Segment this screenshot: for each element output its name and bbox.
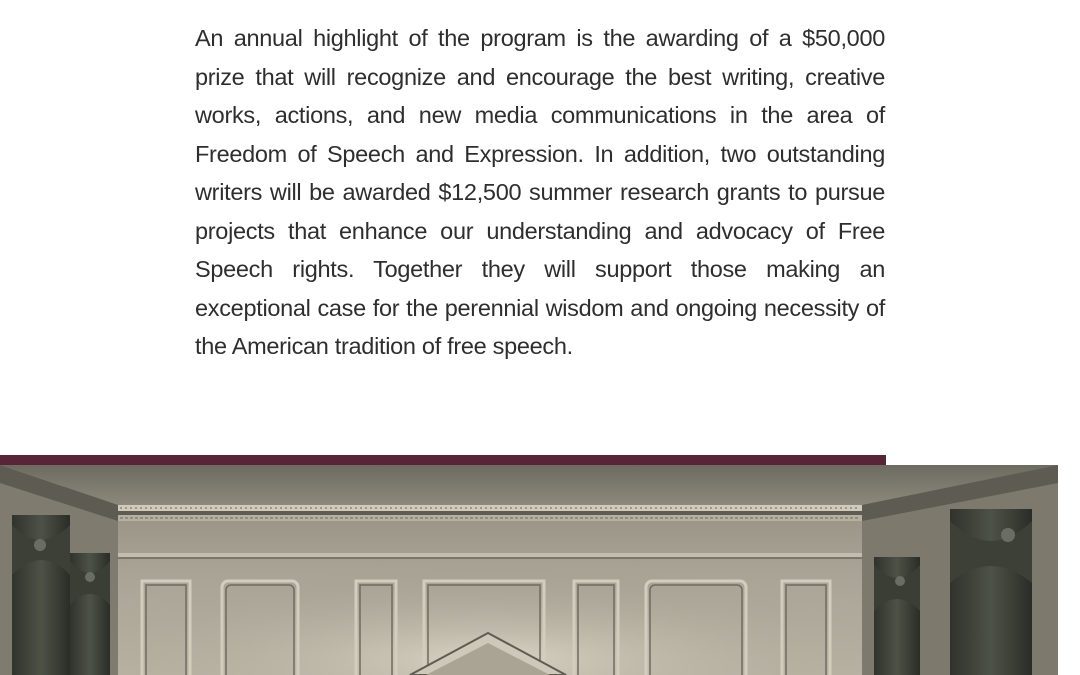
program-description-paragraph: An annual highlight of the program is the awarding of a $50,000 prize that will recognize and encourage the best writing, creative works, actions, and new media communications in the area of Freedom of Speech and Expression. In addition, two outstanding writers will be awarded $12,500 summer research grants to pursue projects that enhance our understanding and advocacy of Free Speech rights. Together they will support those making an exceptional case for the perennial wisdom and ongoing necessity of the American tradition of free speech. [195,25,885,359]
section-accent-bar [0,455,886,465]
historic-assembly-room-image [0,465,1058,675]
